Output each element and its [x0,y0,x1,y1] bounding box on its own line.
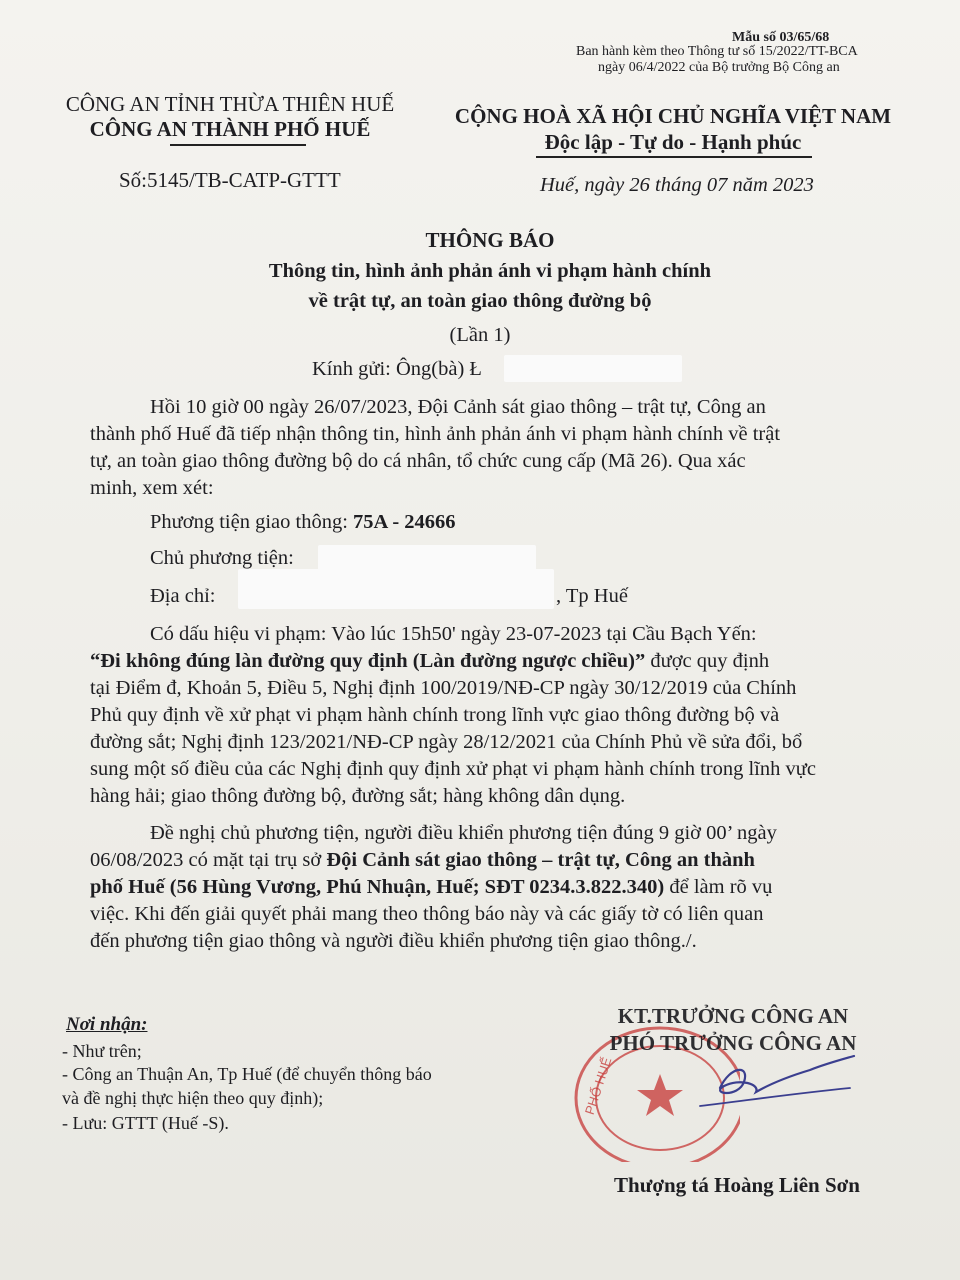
recipients-item2b: và đề nghị thực hiện theo quy định); [62,1088,324,1108]
redacted-owner [318,545,536,572]
violation-line2-rest: được quy định [645,650,770,672]
para1-line1: Hồi 10 giờ 00 ngày 26/07/2023, Đội Cảnh sát giao thông – trật tự, Công an [150,396,766,418]
notice-round: (Lần 1) [449,324,511,346]
vehicle-line [150,509,456,536]
redacted-recipient-name [504,355,682,382]
license-plate: 75A - 24666 [353,511,456,533]
violation-line6: sung một số điều của các Nghị định quy định xử phạt vi phạm hành chính trong lĩnh vực [90,758,816,780]
handwritten-signature [640,1048,860,1138]
violation-line4: Phủ quy định về xử phạt vi phạm hành chính trong lĩnh vực giao thông đường bộ và [90,704,780,726]
violation-line5: đường sắt; Nghị định 123/2021/NĐ-CP ngày 28/12/2021 của Chính Phủ về sửa đổi, bổ [90,731,803,753]
address-tail: , Tp Huế [556,585,628,607]
notice-subtitle-2: về trật tự, an toàn giao thông đường bộ [308,290,652,312]
request-line4: việc. Khi đến giải quyết phải mang theo thông báo này và các giấy tờ có liên quan [90,903,764,925]
request-line2 [90,847,755,874]
request-address: phố Huế (56 Hùng Vương, Phú Nhuận, Huế; SĐT 0234.3.822.340) [90,876,665,898]
motto-underline [536,156,812,158]
owner-label: Chủ phương tiện: [150,547,294,569]
recipient-line: Kính gửi: Ông(bà) Ł [312,358,482,380]
document-number: Số:5145/TB-CATP-GTTT [119,168,341,192]
para1-line4: minh, xem xét: [90,477,214,499]
request-line1: Đề nghị chủ phương tiện, người điều khiển phương tiện đúng 9 giờ 00’ ngày [150,822,777,844]
agency-underline [170,144,306,146]
recipients-item1: - Như trên; [62,1041,142,1061]
signature-role2: PHÓ TRƯỞNG CÔNG AN [609,1031,857,1055]
violation-line7: hàng hải; giao thông đường bộ, đường sắt; hàng không dân dụng. [90,785,626,807]
form-issued-line2: ngày 06/4/2022 của Bộ trưởng Bộ Công an [598,60,840,75]
vehicle-label: Phương tiện giao thông: [150,511,354,533]
agency-line2: CÔNG AN THÀNH PHỐ HUẾ [89,117,371,141]
issue-date: Huế, ngày 26 tháng 07 năm 2023 [540,174,814,196]
recipients-title: Nơi nhận: [66,1014,148,1035]
request-line3-rest: để làm rõ vụ [664,876,773,898]
violation-line2 [90,648,769,675]
recipients-item3: - Lưu: GTTT (Huế -S). [62,1113,229,1133]
request-line5: đến phương tiện giao thông và người điều khiển phương tiện giao thông./. [90,930,697,952]
address-label: Địa chỉ: [150,585,216,607]
notice-title: THÔNG BÁO [425,228,555,252]
signature-role1: KT.TRƯỞNG CÔNG AN [617,1004,849,1028]
request-line2-plain: 06/08/2023 có mặt tại trụ sở [90,849,327,871]
violation-line1: Có dấu hiệu vi phạm: Vào lúc 15h50' ngày 23-07-2023 tại Cầu Bạch Yến: [150,623,757,645]
notice-subtitle-1: Thông tin, hình ảnh phản ánh vi phạm hành chính [268,260,712,282]
signer-name: Thượng tá Hoàng Liên Sơn [614,1173,860,1197]
violation-description: “Đi không đúng làn đường quy định (Làn đường ngược chiều)” [90,650,646,672]
request-office: Đội Cảnh sát giao thông – trật tự, Công an thành [326,849,755,871]
recipients-item2a: - Công an Thuận An, Tp Huế (để chuyển thông báo [62,1064,432,1084]
para1-line3: tự, an toàn giao thông đường bộ do cá nhân, tổ chức cung cấp (Mã 26). Qua xác [90,450,746,472]
stamp-text: PHỐ HUẾ [581,1055,615,1117]
para1-line2: thành phố Huế đã tiếp nhận thông tin, hình ảnh phản ánh vi phạm hành chính về trật [90,423,781,445]
agency-line1: CÔNG AN TỈNH THỪA THIÊN HUẾ [65,92,395,116]
nation-motto: Độc lập - Tự do - Hạnh phúc [544,130,802,154]
redacted-address [238,569,554,609]
form-number: Mẫu số 03/65/68 [732,30,830,45]
request-line3 [90,874,772,901]
violation-line3: tại Điểm đ, Khoản 5, Điều 5, Nghị định 100/2019/NĐ-CP ngày 30/12/2019 của Chính [90,677,797,699]
form-issued-line1: Ban hành kèm theo Thông tư số 15/2022/TT-BCA [576,44,858,59]
nation-title: CỘNG HOÀ XÃ HỘI CHỦ NGHĨA VIỆT NAM [454,104,892,128]
